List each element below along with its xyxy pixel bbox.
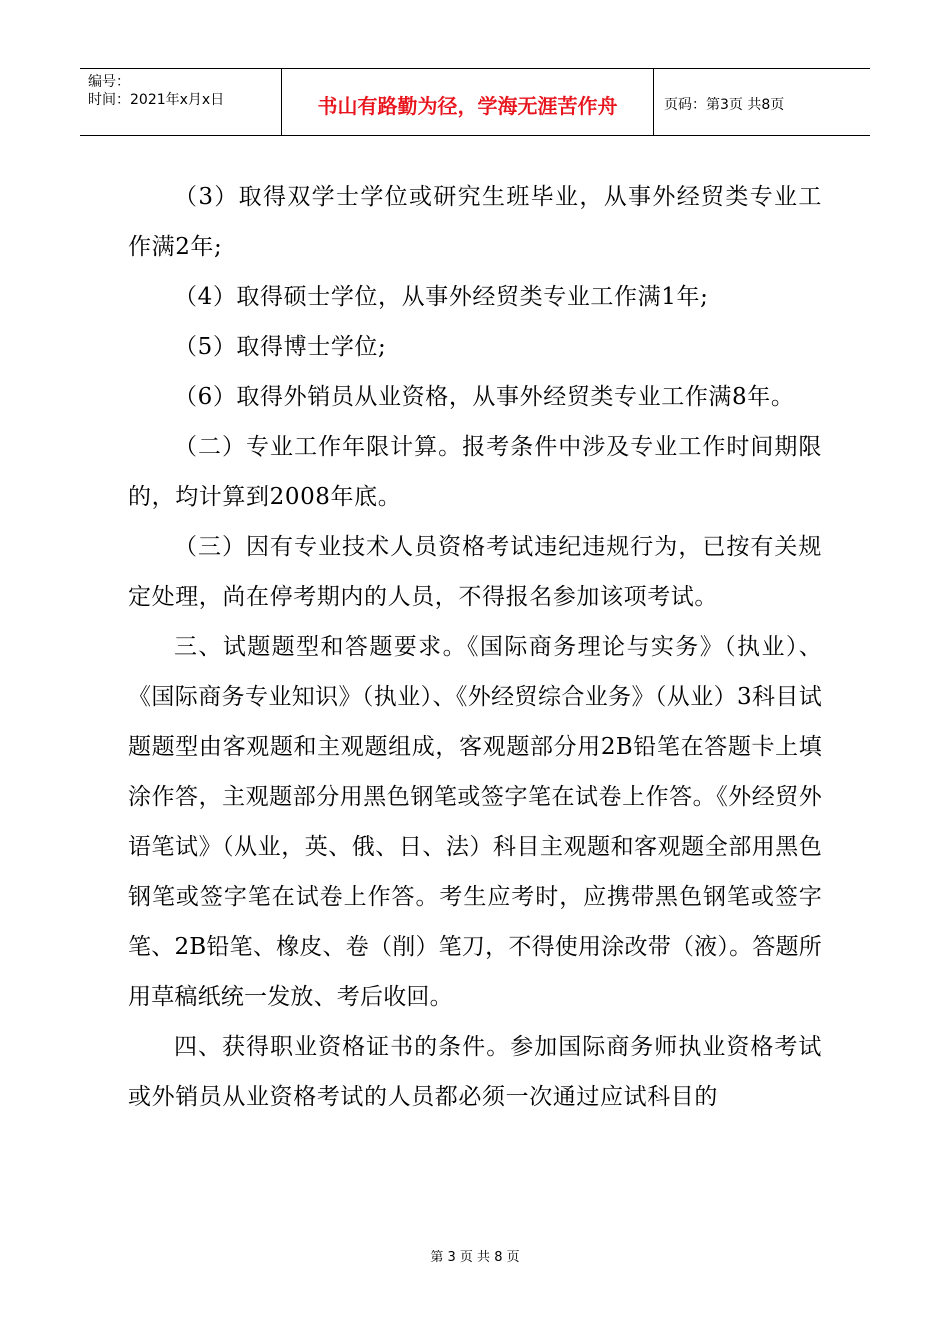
paragraph-exam-format: 三、试题题型和答题要求。《国际商务理论与实务》（执业）、《国际商务专业知识》（执业）、《外经贸综合业务》（从业）3科目试题题型由客观题和主观题组成，客观题部分用2B铅笔在答题卡上填涂作答，主观题部分用黑色钢笔或签字笔在试卷上作答。《外经贸外语笔试》（从业，英、俄、日、法）科目主观题和客观题全部用黑色钢笔或签字笔在试卷上作答。考生应考时，应携带黑色钢笔或签字笔、2B铅笔、橡皮、卷（削）笔刀，不得使用涂改带（液）。答题所用草稿纸统一发放、考后收回。 bbox=[128, 634, 822, 1010]
paragraph-violation: （三）因有专业技术人员资格考试违纪违规行为，已按有关规定处理，尚在停考期内的人员，不得报名参加该项考试。 bbox=[128, 534, 822, 610]
paragraph-condition-5: （5）取得博士学位; bbox=[174, 334, 387, 360]
header-page-info: 页码：第3页 共8页 bbox=[664, 97, 785, 113]
paragraph-condition-3: （3）取得双学士学位或研究生班毕业，从事外经贸类专业工作满2年; bbox=[128, 184, 822, 260]
document-header bbox=[80, 68, 870, 136]
paragraph-condition-6: （6）取得外销员从业资格，从事外经贸类专业工作满8年。 bbox=[174, 384, 795, 410]
paragraph-work-years: （二）专业工作年限计算。报考条件中涉及专业工作时间期限的，均计算到2008年底。 bbox=[128, 434, 822, 510]
paragraph-certificate: 四、获得职业资格证书的条件。参加国际商务师执业资格考试或外销员从业资格考试的人员都必须一次通过应试科目的 bbox=[128, 1034, 822, 1110]
header-meta-cell bbox=[80, 69, 282, 135]
header-motto: 书山有路勤为径，学海无涯苦作舟 bbox=[282, 69, 654, 135]
document-number-label: 编号： bbox=[88, 74, 130, 90]
paragraph-condition-4: （4）取得硕士学位，从事外经贸类专业工作满1年; bbox=[174, 284, 709, 310]
document-body bbox=[128, 172, 822, 1122]
document-date-label: 时间：2021年x月x日 bbox=[88, 92, 225, 108]
page-footer: 第 3 页 共 8 页 bbox=[430, 1250, 520, 1265]
